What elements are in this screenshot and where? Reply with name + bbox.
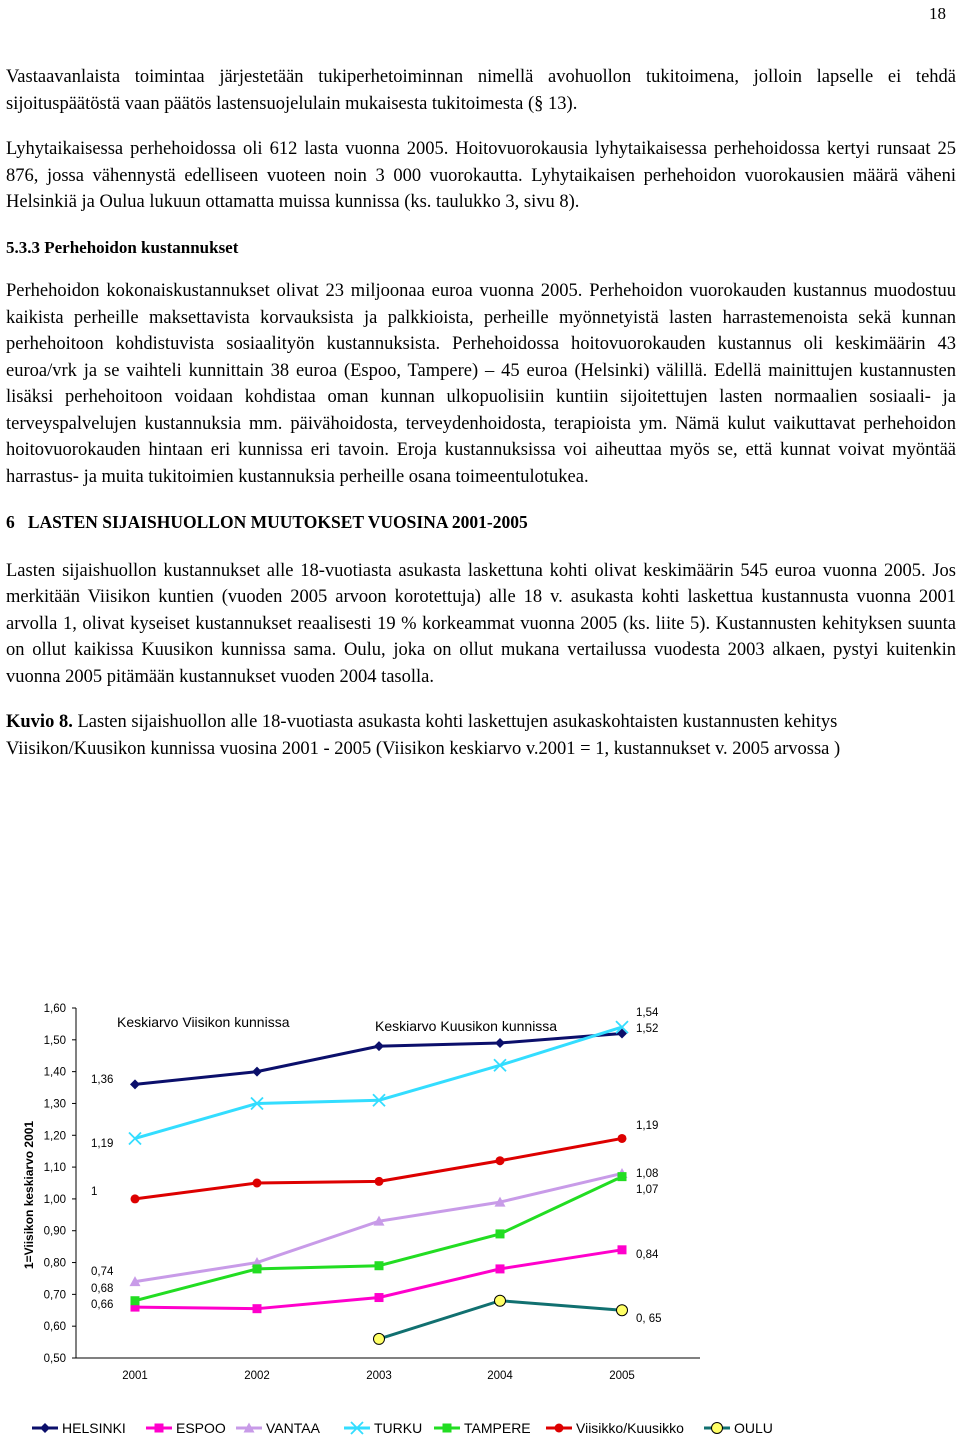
legend-label: OULU (734, 1420, 773, 1436)
data-point (253, 1179, 262, 1188)
body-text (6, 64, 956, 781)
data-point (131, 1296, 140, 1305)
data-point (375, 1261, 384, 1270)
chart-figure (0, 990, 960, 1448)
data-label-2005: 1,08 (636, 1168, 659, 1180)
paragraph-short-term-care: Lyhytaikaisessa perhehoidossa oli 612 lasta vuonna 2005. Hoitovuorokausia lyhytaikaisessa perhehoidossa kertyi runsaat 25 876, jossa vähennystä edelliseen vuoteen noin 3 000 vuorokautta. Lyhytaikaisen perhehoidon vuorokausien määrä väheni Helsinkiä ja Oulua lukuun ottamatta muissa kunnissa (ks. taulukko 3, sivu 8). (6, 139, 956, 212)
page-number: 18 (929, 4, 946, 23)
data-point (375, 1177, 384, 1186)
data-point (618, 1245, 627, 1254)
x-tick-label: 2001 (122, 1370, 148, 1382)
data-point (712, 1423, 723, 1434)
y-axis-title: 1=Viisikon keskiarvo 2001 (22, 1120, 36, 1270)
data-point (374, 1041, 384, 1051)
data-label-2005: 1,07 (636, 1184, 659, 1196)
annotation-viisikko: Keskiarvo Viisikon kunnissa (117, 1014, 290, 1030)
x-tick-label: 2002 (244, 1370, 270, 1382)
data-label-2005: 1,19 (636, 1120, 659, 1132)
figure-caption-label: Kuvio 8. (6, 712, 73, 732)
data-point (617, 1305, 628, 1316)
y-tick-label: 1,00 (43, 1193, 66, 1206)
chapter-heading: 6 LASTEN SIJAISHUOLLON MUUTOKSET VUOSINA 2001-2005 (6, 512, 528, 532)
y-tick-label: 0,70 (43, 1289, 66, 1302)
data-label-2005: 1,54 (636, 1007, 659, 1019)
data-point (131, 1194, 140, 1203)
data-label-2001: 1,36 (91, 1074, 114, 1086)
legend-label: HELSINKI (62, 1420, 126, 1436)
series-line-tampere (135, 1177, 622, 1301)
y-tick-label: 0,50 (43, 1353, 66, 1365)
data-point (496, 1156, 505, 1165)
y-tick-label: 0,80 (43, 1257, 66, 1270)
x-tick-label: 2003 (366, 1370, 392, 1382)
data-point (374, 1333, 385, 1344)
y-tick-label: 1,30 (43, 1098, 66, 1111)
line-chart (0, 990, 960, 1448)
data-label-2005: 0, 65 (636, 1313, 662, 1325)
y-tick-label: 1,40 (43, 1066, 66, 1079)
data-point (130, 1079, 140, 1089)
data-point (252, 1067, 262, 1077)
section-heading-costs: 5.3.3 Perhehoidon kustannukset (6, 237, 239, 257)
data-point (495, 1295, 506, 1306)
data-label-2001: 1 (91, 1186, 98, 1198)
legend-label: Viisikko/Kuusikko (576, 1420, 684, 1436)
legend-label: TURKU (374, 1420, 423, 1436)
data-point (443, 1424, 452, 1433)
figure-caption (6, 709, 956, 762)
paragraph-support-families: Vastaavanlaista toimintaa järjestetään tukiperhetoiminnan nimellä avohuollon tukitoimena, jolloin lapselle ei tehdä sijoituspäätöstä vaan päätös lastensuojelulain mukaisesta tukitoimesta (§ 13). (6, 67, 956, 114)
data-point (253, 1264, 262, 1273)
legend-label: ESPOO (176, 1420, 226, 1436)
annotation-kuusikko: Keskiarvo Kuusikon kunnissa (375, 1018, 558, 1034)
data-label-2001: 0,66 (91, 1299, 114, 1311)
x-tick-label: 2004 (487, 1370, 513, 1382)
figure-caption-text: Lasten sijaishuollon alle 18-vuotiasta asukasta kohti laskettujen asukaskohtaisten kustannusten kehitys Viisikon/Kuusikon kunnissa vuosina 2001 - 2005 (Viisikon keskiarvo v.2001 = 1, kustannukset v. 2005 arvossa ) (6, 712, 841, 759)
paragraph-foster-costs: Perhehoidon kokonaiskustannukset olivat 23 miljoonaa euroa vuonna 2005. Perhehoidon vuorokauden kustannus muodostuu kaikista perheille maksettavista korvauksista ja palkkioista, perheille myönnetyistä lasten harrastemenoista sekä kunnan perhehoitoon kohdistuvista sosiaalityön kustannuksista. Perhehoidossa hoitovuorokauden kustannus oli keskimäärin 43 euroa/vrk ja se vaihteli kunnittain 38 euroa (Espoo, Tampere) – 45 euroa (Helsinki) välillä. Edellä mainittujen kustannusten lisäksi perhehoitoon voidaan kohdistaa oman kunnan ulkopuolisiin kuntiin sijoitettujen lasten normaalien sosiaali- ja terveyspalvelujen kustannuksia mm. päivähoidosta, terveydenhoidosta, terapioista ym. Nämä kulut vaikuttavat perhehoidon hoitovuorokauden hintaan eri kunnissa eri tavoin. Eroja kustannuksissa voi aiheuttaa myös se, että kunnat voivat myöntää harrastus- ja muita tukitoimien kustannuksia perheille osana toimeentulotukea. (6, 281, 956, 487)
data-label-2001: 1,19 (91, 1138, 114, 1150)
data-point (496, 1229, 505, 1238)
data-point (496, 1264, 505, 1273)
data-point (618, 1172, 627, 1181)
y-tick-label: 1,50 (43, 1034, 66, 1047)
data-label-2005: 1,52 (636, 1023, 659, 1035)
y-tick-label: 1,60 (43, 1003, 66, 1015)
y-tick-label: 0,90 (43, 1225, 66, 1238)
data-point (155, 1424, 164, 1433)
data-point (253, 1304, 262, 1313)
data-label-2005: 0,84 (636, 1249, 659, 1261)
x-tick-label: 2005 (609, 1370, 635, 1382)
data-point (555, 1424, 564, 1433)
data-point (618, 1134, 627, 1143)
data-point (40, 1423, 50, 1433)
y-tick-label: 1,20 (43, 1130, 66, 1143)
data-label-2001: 0,68 (91, 1283, 114, 1295)
legend-label: TAMPERE (464, 1420, 531, 1436)
paragraph-substitute-care: Lasten sijaishuollon kustannukset alle 18-vuotiasta asukasta laskettuna kohti olivat keskimäärin 545 euroa vuonna 2005. Jos merkitään Viisikon kuntien (vuoden 2005 arvoon korotettuja) alle 18 v. asukasta kohti laskettua kustannusta vuonna 2001 arvolla 1, olivat kyseiset kustannukset reaalisesti 19 % korkeammat vuonna 2005 (ks. liite 5). Kustannusten kehityksen suunta on ollut kaikissa Kuusikon kunnissa sama. Oulu, joka on ollut mukana vertailussa vuodesta 2003 alkaen, pystyi kuitenkin vuonna 2005 pitämään kustannukset vuoden 2004 tasolla. (6, 560, 956, 687)
y-tick-label: 0,60 (43, 1321, 66, 1334)
data-point (375, 1293, 384, 1302)
data-label-2001: 0,74 (91, 1266, 114, 1278)
data-point (495, 1038, 505, 1048)
series-line-helsinki (135, 1033, 622, 1084)
y-tick-label: 1,10 (43, 1162, 66, 1175)
legend-label: VANTAA (266, 1420, 320, 1436)
